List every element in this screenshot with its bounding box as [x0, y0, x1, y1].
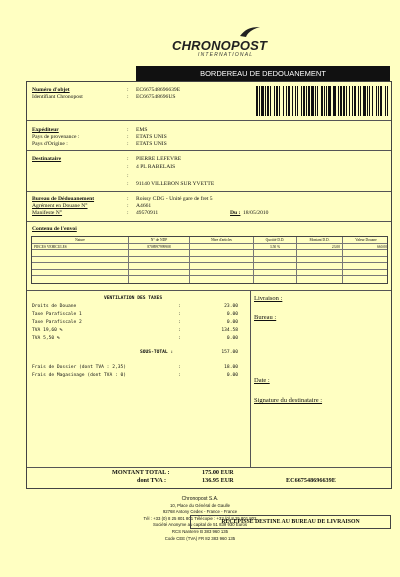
footer-cee: Code CEE (TVA) FR 82 383 960 135 [164, 535, 236, 541]
table-cell [296, 263, 342, 269]
table-cell [342, 250, 389, 256]
tax-line-colon: : [178, 320, 181, 325]
table-cell [189, 270, 253, 276]
table-cell [253, 270, 296, 276]
object-id-value: EC667548696US [136, 94, 176, 100]
provenance-label: Pays de provenance : [32, 134, 80, 140]
document-frame [26, 81, 392, 489]
barcode-bar [369, 86, 371, 116]
barcode-bar [311, 86, 314, 116]
barcode-bar [328, 86, 331, 116]
divider [27, 150, 391, 151]
barcode-bar [265, 86, 266, 116]
origin-value: ETATS UNIS [136, 141, 167, 147]
table-cell [189, 263, 253, 269]
tax-line-value: 0.00 [226, 320, 238, 325]
agreement-colon: : [127, 203, 129, 209]
table-cell [342, 263, 389, 269]
table-cell: 3.50 % [253, 244, 296, 250]
table-cell [296, 250, 342, 256]
fee-line-label: Frais de Dossier (dont TVA : 2,35) [32, 365, 127, 370]
table-cell [128, 270, 189, 276]
contents-table [31, 236, 388, 284]
section-divider [250, 290, 251, 467]
table-header: Nature [75, 238, 85, 242]
manifest-colon: : [127, 210, 129, 216]
tax-line-label: TVA 19,60 % [32, 328, 63, 333]
barcode-bar [256, 86, 258, 116]
customs-office-colon: : [127, 196, 129, 202]
table-header: Valeur Douane [342, 237, 389, 243]
object-id-colon: : [127, 94, 129, 100]
table-cell: 660.00 [342, 244, 389, 250]
barcode-bar [326, 86, 327, 116]
tax-line-label: Droits de Douane [32, 304, 77, 309]
recipient-colon-4: : [127, 181, 129, 187]
barcode-bar [274, 86, 275, 116]
barcode-bar [334, 86, 336, 116]
barcode-bar [349, 86, 350, 116]
table-cell [128, 257, 189, 263]
agreement-label: Agrément en Douane N° [32, 203, 88, 209]
tax-line-value: 0.00 [226, 336, 238, 341]
barcode-bar [270, 86, 271, 116]
footer-phone: Tél : +33 (0) 8 25 801 801 Télécopie : +33 (0) 8 25 801 802 [143, 515, 257, 521]
table-cell [128, 276, 189, 283]
subtotal-label: SOUS-TOTAL : [140, 350, 174, 355]
barcode-bar [276, 86, 278, 116]
table-cell [253, 250, 296, 256]
barcode-bar [343, 86, 345, 116]
barcode-bar [378, 86, 380, 116]
table-cell [253, 276, 296, 283]
barcode-bar [321, 86, 323, 116]
recipient-label: Destinataire [32, 156, 62, 162]
customs-office-value: Roissy CDG - Unité gare de fret 5 [136, 196, 213, 202]
provenance-value: ETATS UNIS [136, 134, 167, 140]
manifest-date-label: Du : [230, 210, 241, 216]
bird-icon [238, 26, 262, 38]
barcode-bar [367, 86, 368, 116]
tax-line-label: TVA 5,50 % [32, 336, 60, 341]
fee-line-value: 18.00 [224, 365, 238, 370]
barcode-bar [315, 86, 316, 116]
table-cell [296, 276, 342, 283]
tax-line-value: 134.58 [221, 328, 238, 333]
table-cell [189, 250, 253, 256]
barcode-bar [352, 86, 353, 116]
barcode-bar [308, 86, 310, 116]
brand-sub: INTERNATIONAL [198, 52, 254, 58]
barcode-bar [324, 86, 325, 116]
recipient-line-1: PIERRE LEFEVRE [136, 156, 182, 162]
chronopost-logo [172, 26, 292, 66]
footer-address-1: 10, Place du Général de Gaulle [170, 502, 230, 508]
table-header: N° de NDP [128, 237, 189, 243]
sender-colon: : [127, 127, 129, 133]
divider [27, 467, 391, 468]
table-cell [128, 263, 189, 269]
barcode-bar [372, 86, 373, 116]
tax-line-label: Taxe Parafiscale 1 [32, 312, 82, 317]
agreement-value: A4661 [136, 203, 152, 209]
footer-company: Chronopost S.A. [181, 496, 219, 502]
table-cell [128, 250, 189, 256]
tva-label: dont TVA : [137, 477, 167, 484]
taxes-title: VENTILATION DES TAXES [104, 296, 163, 301]
signature-label: Signature du destinataire : [254, 397, 323, 404]
table-cell [253, 263, 296, 269]
barcode-bar [283, 86, 284, 116]
recipient-colon-1: : [127, 156, 129, 162]
recipient-colon-3: : [127, 173, 129, 179]
barcode-bar [295, 86, 296, 116]
barcode-bar [259, 86, 260, 116]
table-cell [342, 276, 389, 283]
provenance-colon: : [127, 134, 129, 140]
barcode-bar [303, 86, 305, 116]
manifest-date-value: 18/05/2010 [243, 210, 269, 216]
object-number-label: Numéro d'objet [32, 87, 70, 93]
sender-name: EMS [136, 127, 148, 133]
tax-line-colon: : [178, 328, 181, 333]
divider [27, 191, 391, 192]
tracking-number: EC667548696639E [286, 477, 336, 484]
manifest-value: 49570911 [136, 210, 159, 216]
barcode-bar [346, 86, 347, 116]
date-label: Date : [254, 377, 270, 384]
table-cell [189, 257, 253, 263]
total-value: 175.00 EUR [202, 469, 234, 476]
barcode-bar [279, 86, 281, 116]
receipt-label: RECEPISSE DESTINE AU BUREAU DE LIVRAISON [221, 519, 360, 525]
recipient-line-2: 4 PL RABELAIS [136, 164, 176, 170]
divider [27, 221, 391, 222]
footer-address-2: 92768 Antony Cedex - France - France [162, 509, 238, 515]
barcode-bar [387, 86, 388, 116]
document-title: BORDEREAU DE DEDOUANEMENT [200, 69, 326, 78]
barcode-bar [333, 86, 334, 116]
tva-value: 136.95 EUR [202, 477, 234, 484]
document-title-bar [136, 66, 390, 81]
barcode-bar [286, 86, 287, 116]
object-number-colon: : [127, 87, 129, 93]
table-cell: 8708997999908 [128, 244, 189, 250]
barcode-bar [338, 86, 339, 116]
barcode-bar [297, 86, 299, 116]
table-cell: PIECES VEHICULES [34, 244, 67, 249]
barcode-bar [301, 86, 302, 116]
recipient-line-4: 91140 VILLEBON SUR YVETTE [136, 181, 215, 187]
table-cell [253, 257, 296, 263]
barcode-bar [354, 86, 356, 116]
table-cell: 23.00 [296, 244, 342, 250]
barcode-bar [358, 86, 360, 116]
table-cell [342, 270, 389, 276]
table-cell [189, 244, 253, 250]
footer-rcs: RCS Nanterre B 383 960 135 [171, 528, 229, 534]
sender-label: Expéditeur [32, 127, 59, 133]
divider [27, 120, 391, 121]
fee-line-value: 0.00 [226, 373, 238, 378]
table-header: Quotité D.D. [253, 237, 296, 243]
customs-office-label: Bureau de Dédouanement [32, 196, 95, 202]
table-header: Nbre d'articles [189, 237, 253, 243]
bureau-label: Bureau : [254, 314, 277, 321]
tax-line-colon: : [178, 304, 181, 309]
barcode-bar [317, 86, 318, 116]
barcode-bar [376, 86, 377, 116]
fee-line-colon: : [178, 365, 181, 370]
table-row [32, 276, 387, 283]
barcode-bar [267, 86, 269, 116]
barcode-bar [306, 86, 307, 116]
barcode-bar [292, 86, 293, 116]
contents-label: Contenu de l'envoi [32, 226, 77, 232]
barcode-bar [363, 86, 366, 116]
table-header: Montant D.D. [296, 237, 342, 243]
barcode-bar [261, 86, 264, 116]
barcode-bar [288, 86, 291, 116]
fee-line-colon: : [178, 373, 181, 378]
barcode [256, 86, 388, 116]
tax-line-label: Taxe Parafiscale 2 [32, 320, 82, 325]
barcode-bar [360, 86, 361, 116]
origin-label: Pays d'Origine : [32, 141, 68, 147]
barcode-bar [385, 86, 386, 116]
tax-line-value: 0.00 [226, 312, 238, 317]
tax-line-colon: : [178, 312, 181, 317]
object-id-label: Identifiant Chronopost [32, 94, 83, 100]
tax-line-value: 23.00 [224, 304, 238, 309]
total-label: MONTANT TOTAL : [112, 469, 170, 476]
receipt-box [190, 515, 391, 529]
subtotal-value: 157.00 [221, 350, 238, 355]
table-cell [342, 257, 389, 263]
barcode-bar [380, 86, 382, 116]
table-cell [296, 257, 342, 263]
divider [27, 290, 391, 291]
barcode-bar [340, 86, 343, 116]
brand-name: CHRONOPOST [172, 38, 268, 53]
footer-capital: Société Anonyme au capital de 51 839 930 Euros [152, 522, 248, 528]
object-number-value: EC667548696639E [136, 87, 181, 93]
recipient-colon-2: : [127, 164, 129, 170]
fee-line-label: Frais de Magasinage (dont TVA : 0) [32, 373, 127, 378]
tax-line-colon: : [178, 336, 181, 341]
livraison-label: Livraison : [254, 295, 283, 302]
table-cell [296, 270, 342, 276]
table-cell [189, 276, 253, 283]
origin-colon: : [127, 141, 129, 147]
manifest-label: Manifeste N° [32, 210, 63, 216]
